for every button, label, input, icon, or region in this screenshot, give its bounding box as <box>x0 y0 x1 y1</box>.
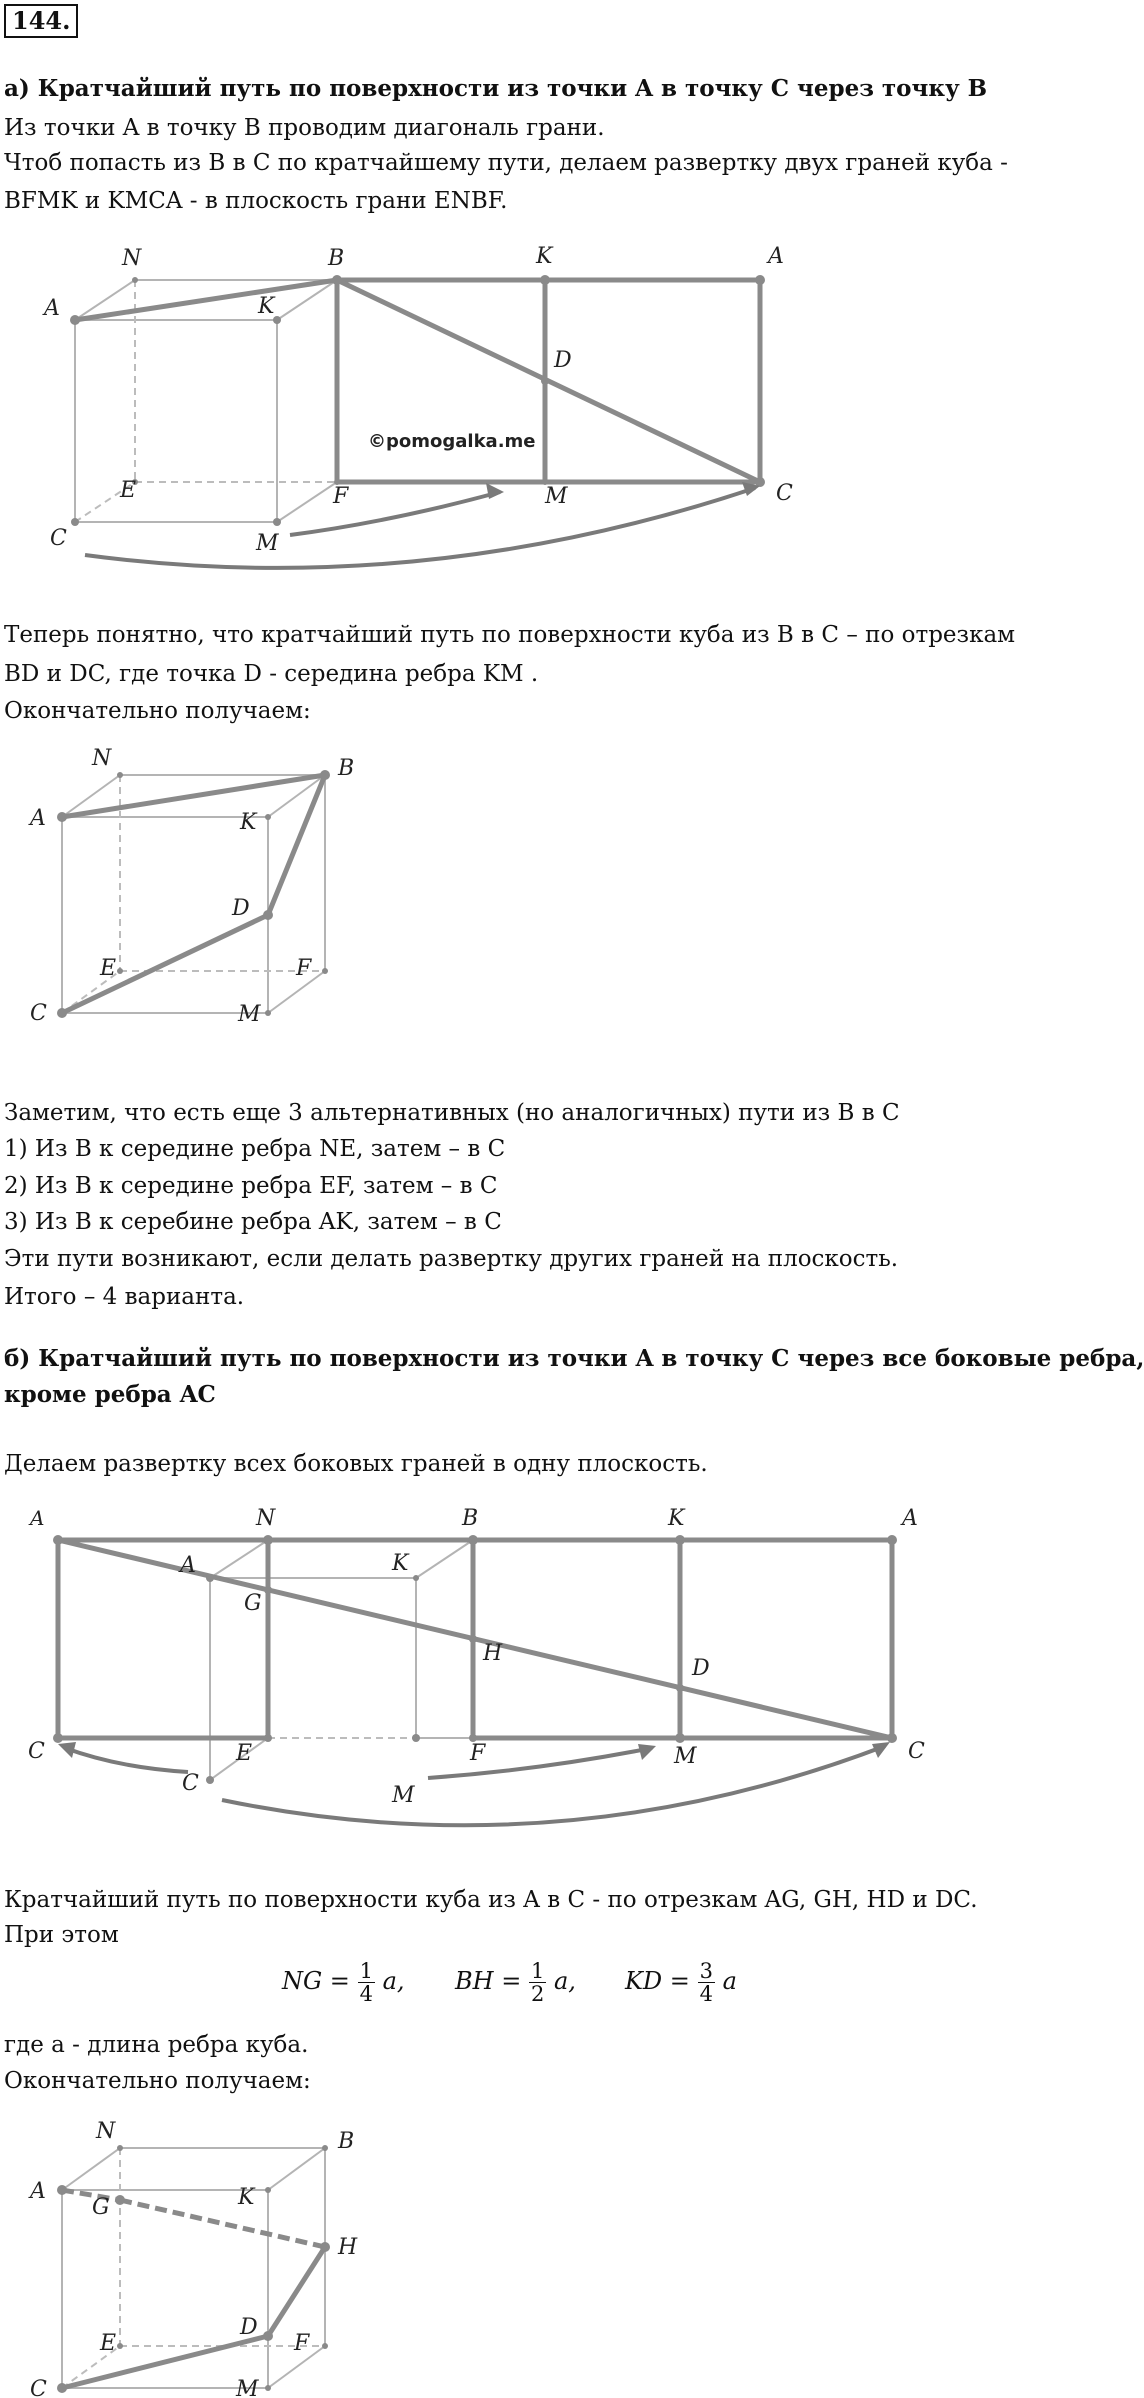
part-b-at-this: При этом <box>4 1922 119 1948</box>
formula-ng-rhs: a, <box>382 1967 405 1995</box>
part-b-heading2: кроме ребра AC <box>4 1381 216 1408</box>
part-b-final: Окончательно получаем: <box>4 2068 311 2094</box>
label-M-res: M <box>238 1002 261 1027</box>
formula-ng-frac <box>358 1960 375 2005</box>
label-N: N <box>122 246 142 271</box>
label-D: D <box>554 348 572 373</box>
part-a-after2: BD и DC, где точка D - середина ребра KM . <box>4 661 539 687</box>
label-H-fin: H <box>338 2235 358 2260</box>
label-G-fin: G <box>92 2195 110 2220</box>
formula-kd-frac <box>698 1960 715 2005</box>
formula-bh-num: 1 <box>530 1959 545 1983</box>
label-M-fin: M <box>236 2377 259 2398</box>
figure-b-unfolding <box>0 1490 960 1860</box>
label-C: C <box>50 526 67 551</box>
part-b-path: Кратчайший путь по поверхности куба из A в C - по отрезкам AG, GH, HD и DC. <box>4 1887 978 1913</box>
part-b-where: где a - длина ребра куба. <box>4 2032 309 2058</box>
label-K-unfold: K <box>536 244 553 269</box>
label-D-b: D <box>692 1656 710 1681</box>
label-A-b1: A <box>30 1506 45 1530</box>
label-M-unfold: M <box>545 484 568 509</box>
formula-bh <box>455 1960 576 2005</box>
formula-ng-lhs: NG = <box>282 1967 350 1995</box>
label-H-b: H <box>483 1641 503 1666</box>
label-G-b: G <box>244 1591 262 1616</box>
formula-kd-lhs: KD = <box>625 1967 690 1995</box>
label-A-b2: A <box>902 1506 918 1531</box>
figure-b-result <box>0 2104 420 2398</box>
alt-intro: Заметим, что есть еще 3 альтернативных (но аналогичных) пути из В в С <box>4 1100 900 1126</box>
figure-a-result <box>0 735 420 1035</box>
watermark: ©pomogalka.me <box>368 431 536 452</box>
label-E-b: E <box>236 1741 253 1766</box>
label-E-res: E <box>100 956 117 981</box>
label-C-fin: C <box>30 2377 47 2398</box>
formula-ng-den: 4 <box>359 1982 373 2006</box>
label-C-unfold: C <box>776 481 793 506</box>
alt-total: Итого – 4 варианта. <box>4 1284 245 1310</box>
label-M-b2: M <box>392 1783 415 1808</box>
label-E: E <box>120 478 137 503</box>
formula-ng-num: 1 <box>359 1959 373 1983</box>
label-B-res: B <box>338 756 355 781</box>
label-F: F <box>333 484 349 509</box>
part-a-line3: BFMK и KMCA - в плоскость грани ENBF. <box>4 188 508 214</box>
formula-kd-rhs: a <box>722 1967 737 1995</box>
label-N-res: N <box>92 746 112 771</box>
label-C-b3: C <box>182 1771 199 1796</box>
formula-kd <box>625 1960 737 2005</box>
label-B-fin: B <box>338 2129 355 2154</box>
formula-bh-rhs: a, <box>553 1967 576 1995</box>
part-a-after1: Теперь понятно, что кратчайший путь по поверхности куба из B в C – по отрезкам <box>4 622 1016 648</box>
part-a-heading: а) Кратчайший путь по поверхности из точки A в точку C через точку B <box>4 75 988 102</box>
alt-note: Эти пути возникают, если делать развертку других граней на плоскость. <box>4 1246 899 1272</box>
formula-ng <box>282 1960 405 2005</box>
label-N-b: N <box>256 1506 276 1531</box>
label-F-b: F <box>470 1741 486 1766</box>
label-K-res: K <box>240 810 257 835</box>
label-B: B <box>328 246 345 271</box>
label-A-fin: A <box>30 2179 46 2204</box>
label-A-res: A <box>30 806 46 831</box>
label-B-b: B <box>462 1506 479 1531</box>
label-K: K <box>258 294 275 319</box>
label-C-b2: C <box>908 1739 925 1764</box>
label-F-fin: F <box>294 2331 310 2356</box>
formula-bh-lhs: BH = <box>455 1967 522 1995</box>
label-A: A <box>44 296 60 321</box>
label-A-unfold: A <box>768 244 784 269</box>
label-M-b1: M <box>674 1744 697 1769</box>
label-D-fin: D <box>240 2315 258 2340</box>
problem-number: 144. <box>4 4 78 38</box>
figure-a-unfolding <box>0 230 960 570</box>
part-b-heading1: б) Кратчайший путь по поверхности из точки A в точку C через все боковые ребра, <box>4 1345 1144 1372</box>
part-b-line1: Делаем развертку всех боковых граней в одну плоскость. <box>4 1451 708 1477</box>
label-C-res: C <box>30 1001 47 1026</box>
label-C-b1: C <box>28 1739 45 1764</box>
label-K-b2: K <box>392 1551 409 1576</box>
label-D-res: D <box>232 896 250 921</box>
formula-kd-num: 3 <box>699 1959 713 1983</box>
label-N-fin: N <box>96 2119 116 2144</box>
label-A-b3: A <box>180 1553 196 1578</box>
part-a-line2: Чтоб попасть из B в C по кратчайшему пути, делаем развертку двух граней куба - <box>4 150 1008 176</box>
part-a-line1: Из точки A в точку B проводим диагональ грани. <box>4 115 605 141</box>
part-a-after3: Окончательно получаем: <box>4 698 311 724</box>
formula-bh-den: 2 <box>530 1982 545 2006</box>
label-K-fin: K <box>238 2185 255 2210</box>
alt-3: 3) Из В к серебине ребра AK, затем – в С <box>4 1209 502 1235</box>
formula-bh-frac <box>529 1960 546 2005</box>
label-F-res: F <box>296 956 312 981</box>
label-M: M <box>256 531 279 556</box>
formula-kd-den: 4 <box>699 1982 713 2006</box>
label-K-b1: K <box>668 1506 685 1531</box>
alt-2: 2) Из В к середине ребра EF, затем – в С <box>4 1173 498 1199</box>
label-E-fin: E <box>100 2331 117 2356</box>
alt-1: 1) Из В к середине ребра NE, затем – в С <box>4 1136 506 1162</box>
